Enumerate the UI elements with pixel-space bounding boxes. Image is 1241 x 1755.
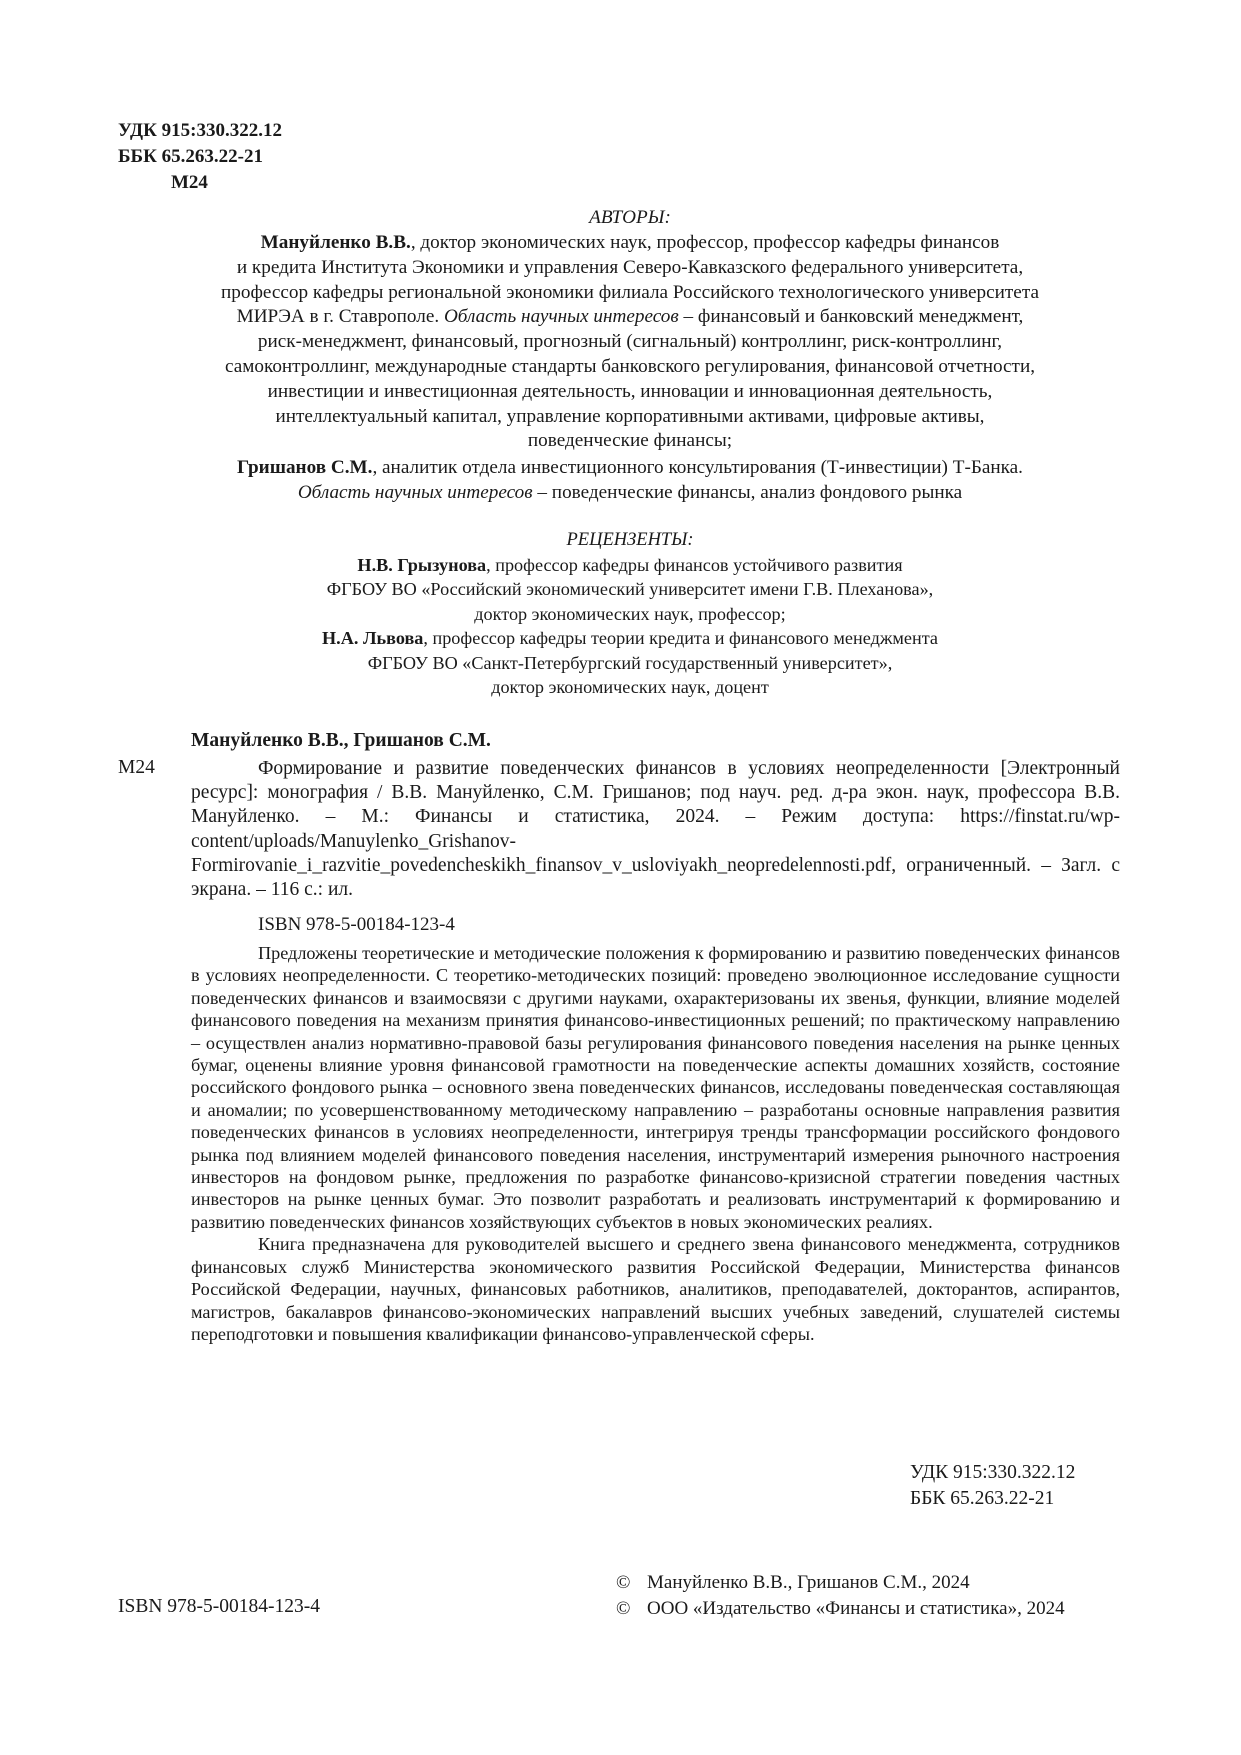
author-1-line-6: самоконтроллинг, международные стандарты банковского регулирования, финансовой отчетности, <box>224 355 1036 377</box>
author-1-line-4: МИРЭА в г. Ставрополе. Область научных интересов – финансовый и банковский менеджмент, <box>236 306 1024 328</box>
udk-code: УДК 915:330.322.12 <box>118 120 282 141</box>
author-mark: М24 <box>171 172 208 193</box>
author-1-line-7: инвестиции и инвестиционная деятельность, инновации и инновационная деятельность, <box>267 380 993 402</box>
copyright-authors: Мануйленко В.В., Гришанов С.М., 2024 <box>647 1572 970 1593</box>
reviewer-2-name: Н.А. Львова <box>322 628 424 649</box>
footer-udk: УДК 915:330.322.12 <box>910 1462 1076 1483</box>
copyright-row-2 <box>616 1596 1065 1622</box>
biblio-heading: Мануйленко В.В., Гришанов С.М. <box>191 730 491 751</box>
biblio-isbn: ISBN 978-5-00184-123-4 <box>258 914 455 935</box>
authors-section <box>100 231 1160 506</box>
author-1-line-8: интеллектуальный капитал, управление корпоративными активами, цифровые активы, <box>275 405 985 427</box>
reviewer-2-line-2: ФГБОУ ВО «Санкт-Петербургский государственный университет», <box>367 652 893 673</box>
reviewer-2-line-3: доктор экономических наук, доцент <box>491 677 769 698</box>
biblio-description: Формирование и развитие поведенческих финансов в условиях неопределенности [Электронный ресурс]: монография / В.В. Мануйленко, С.М. Гришанов; под науч. ред. д-ра экон. наук, профессора В.В. Мануйленко. – М.: Финансы и статистика, 2024. – Режим доступа: https://finstat.ru/wp-content/uploads/Manuylenko_Grishanov-Formirovanie_i_razvitie_povedencheskikh_finansov_v_usloviyakh_neopredelennosti.pdf, ограниченный. – Загл. с экрана. – 116 с.: ил. <box>191 758 1120 901</box>
classification-codes <box>118 118 282 196</box>
footer-bbk: ББК 65.263.22-21 <box>910 1488 1055 1509</box>
reviewer-1-line-2: ФГБОУ ВО «Российский экономический университет имени Г.В. Плеханова», <box>326 579 934 600</box>
author-1-line-2: и кредита Института Экономики и управления Северо-Кавказского федерального университета, <box>236 256 1024 278</box>
reviewers-section <box>100 553 1160 699</box>
author-2-interest-label: Область научных интересов <box>297 481 533 503</box>
footer-isbn: ISBN 978-5-00184-123-4 <box>118 1596 321 1617</box>
abstract <box>191 942 1120 1345</box>
abstract-paragraph-2: Книга предназначена для руководителей высшего и среднего звена финансового менеджмента, сотрудников финансовых служб Министерства экономического развития Российской Федерации, Министерства финансов Российской Федерации, научных, финансовых работников, аналитиков, преподавателей, докторантов, аспирантов, магистров, бакалавров финансово-экономических направлений высших учебных заведений, слушателей системы переподготовки и повышения квалификации финансово-управленческой сферы. <box>191 1234 1120 1344</box>
author-2-name: Гришанов С.М. <box>237 457 373 479</box>
reviewer-2-line-1: Н.А. Львова, профессор кафедры теории кредита и финансового менеджмента <box>322 628 938 649</box>
copyright-row-1 <box>616 1570 1065 1596</box>
copyright-publisher: ООО «Издательство «Финансы и статистика», 2024 <box>647 1598 1065 1619</box>
reviewer-1-name: Н.В. Грызунова <box>357 555 487 575</box>
author-1-interest-label: Область научных интересов <box>443 306 679 328</box>
author-1-line-1: Мануйленко В.В., доктор экономических наук, профессор, профессор кафедры финансов <box>260 232 1000 253</box>
abstract-paragraph-1: Предложены теоретические и методические положения к формированию и развитию поведенческих финансов в условиях неопределенности. С теоретико-методических позиций: проведено эволюционное исследование сущности поведенческих финансов и взаимосвязи с другими науками, охарактеризованы их звенья, функции, влияние моделей финансового поведения на механизм принятия финансово-инвестиционных решений; по практическому направлению – осуществлен анализ нормативно-правовой базы регулирования финансового поведения населения на рынке ценных бумаг, оценены влияние уровня финансовой грамотности на поведенческие аспекты домашних хозяйств, состояние российского фондового рынка – основного звена поведенческих финансов, исследованы поведенческая составляющая и аномалии; по усовершенствованному методическому направлению – разработаны основные направления развития поведенческих финансов в условиях неопределенности, интегрируя тренды трансформации российского фондового рынка под влиянием моделей финансового поведения населения, инструментарий измерения рыночного настроения инвесторов на фондовом рынке, предложения по разработке финансово-кризисной стратегии поведения частных инвесторов на рынке ценных бумаг. Это позволит разработать и реализовать инструментарий к формированию и развитию поведенческих финансов хозяйствующих субъектов в новых экономических реалиях. <box>191 943 1120 1232</box>
copyright-block <box>616 1570 1065 1622</box>
author-1-name: Мануйленко В.В. <box>260 232 411 253</box>
author-2-line-2: Область научных интересов – поведенческие финансы, анализ фондового рынка <box>297 481 963 503</box>
footer-codes <box>910 1460 1075 1512</box>
author-1-line-9: поведенческие финансы; <box>527 430 733 452</box>
bbk-code: ББК 65.263.22-21 <box>118 146 263 167</box>
copyright-symbol: © <box>616 1598 631 1619</box>
author-1-line-5: риск-менеджмент, финансовый, прогнозный (сигнальный) контроллинг, риск-контроллинг, <box>257 331 1003 353</box>
reviewers-title: РЕЦЕНЗЕНТЫ: <box>566 530 694 550</box>
authors-title: АВТОРЫ: <box>589 207 671 228</box>
reviewer-1-line-3: доктор экономических наук, профессор; <box>474 603 786 624</box>
author-1-line-3: профессор кафедры региональной экономики филиала Российского технологического университета <box>221 281 1039 303</box>
copyright-symbol: © <box>616 1572 631 1593</box>
reviewer-1-line-1: Н.В. Грызунова, профессор кафедры финансов устойчивого развития <box>357 555 903 575</box>
author-2-line-1: Гришанов С.М., аналитик отдела инвестиционного консультирования (Т-инвестиции) Т-Банка. <box>237 457 1023 479</box>
biblio-mark: М24 <box>118 757 155 778</box>
